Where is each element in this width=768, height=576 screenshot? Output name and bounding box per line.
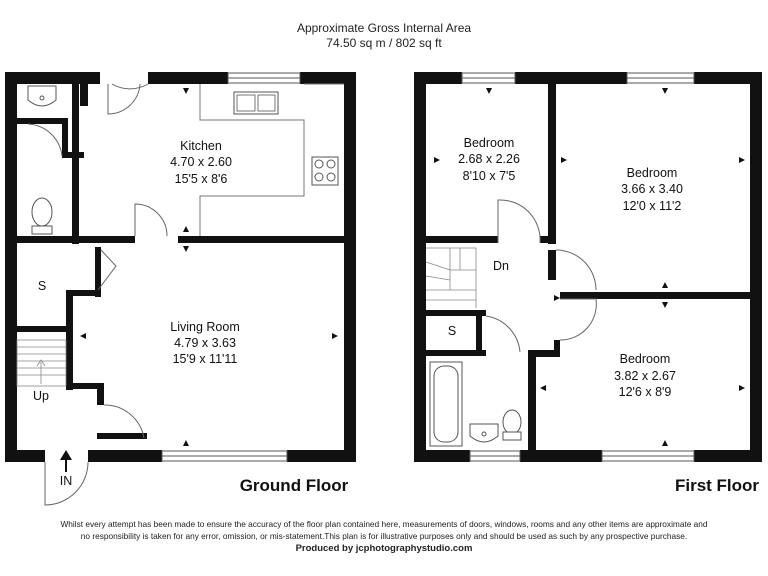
bedroom2-name: Bedroom: [626, 166, 678, 180]
bedroom1-label-group: [458, 136, 520, 183]
bedroom3-name: Bedroom: [619, 352, 671, 366]
bedroom3-label-group: [614, 352, 676, 399]
entry-arrow-icon: [60, 450, 72, 472]
area-title: Approximate Gross Internal Area: [296, 21, 472, 35]
bedroom1-metric: 2.68 x 2.26: [458, 152, 520, 166]
producer-credit: Produced by jcphotographystudio.com: [295, 543, 473, 554]
bathroom-toilet: [503, 410, 521, 440]
living-room-metric: 4.79 x 3.63: [174, 336, 236, 350]
bedroom1-name: Bedroom: [463, 136, 515, 150]
ground-stairs: [17, 340, 66, 386]
living-room-label-group: [170, 320, 239, 366]
wc-toilet: [32, 198, 52, 234]
first-storage-label: S: [447, 324, 457, 338]
ground-internal-walls: [17, 84, 356, 439]
kitchen-imperial: 15'5 x 8'6: [174, 172, 228, 186]
first-doors: [486, 200, 596, 352]
stairs-down-label: Dn: [493, 259, 509, 273]
wc-basin: [28, 86, 56, 106]
ground-storage-label: S: [37, 279, 47, 293]
bedroom1-imperial: 8'10 x 7'5: [462, 169, 516, 183]
living-room-name: Living Room: [170, 320, 240, 334]
bathtub: [430, 362, 462, 446]
living-room-imperial: 15'9 x 11'11: [172, 352, 238, 366]
bedroom3-metric: 3.82 x 2.67: [614, 369, 676, 383]
disclaimer-line-2: no responsibility is taken for any error, omission, or mis-statement.This plan is for illustrative purposes only and should be used as such by any prospective purchase.: [80, 531, 688, 541]
entrance-label: IN: [59, 474, 73, 488]
bedroom2-label-group: [621, 166, 683, 213]
bathroom-basin: [470, 424, 498, 442]
kitchen-name: Kitchen: [180, 139, 222, 153]
stairs-up-label: Up: [33, 389, 49, 403]
first-outer-walls: [414, 72, 762, 462]
gross-area-value: 74.50 sq m / 802 sq ft: [326, 36, 442, 50]
disclaimer-line-1: Whilst every attempt has been made to ensure the accuracy of the floor plan contained here, measurements of doors, windows, rooms and any other items are approximate and: [60, 519, 708, 529]
first-floor-title: First Floor: [674, 476, 760, 495]
ground-floor-title: Ground Floor: [239, 476, 349, 495]
kitchen-hob: [312, 157, 338, 185]
ground-floor-plan: [5, 72, 356, 505]
bedroom3-imperial: 12'6 x 8'9: [618, 385, 672, 399]
bedroom2-imperial: 12'0 x 11'2: [622, 199, 682, 213]
first-stairs: [426, 248, 476, 308]
first-floor-plan: [414, 72, 762, 495]
kitchen-sink: [234, 92, 278, 114]
kitchen-metric: 4.70 x 2.60: [170, 155, 232, 169]
bedroom2-metric: 3.66 x 3.40: [621, 182, 683, 196]
